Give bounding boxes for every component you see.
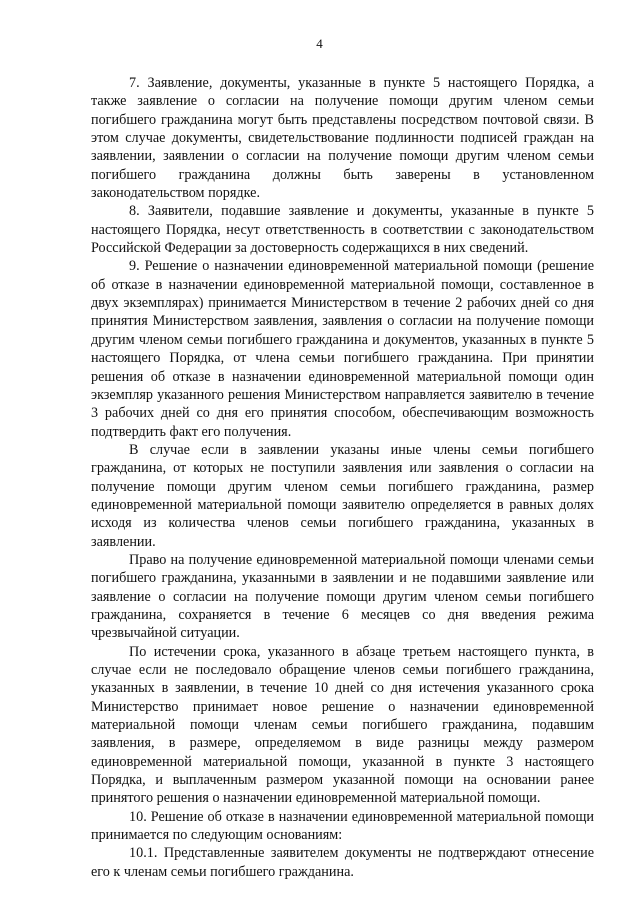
paragraph-9-part-2: В случае если в заявлении указаны иные члены семьи погибшего гражданина, от которых не поступили заявления или заявления о согласии на получение помощи другим членом семьи погибшего гражданина, размер единовременной материальной помощи заявителю определяется в равных долях исходя из количества членов семьи погибшего гражданина, указанных в заявлении. (91, 441, 594, 550)
paragraph-10: 10. Решение об отказе в назначении единовременной материальной помощи принимается по следующим основаниям: (91, 808, 594, 844)
paragraph-9-part-3: Право на получение единовременной материальной помощи членами семьи погибшего гражданина, указанными в заявлении и не подавшими заявление или заявление о согласии на получение помощи другим членом семьи погибшего гражданина, сохраняется в течение 6 месяцев со дня введения режима чрезвычайной ситуации. (91, 551, 594, 642)
paragraph-8: 8. Заявители, подавшие заявление и документы, указанные в пункте 5 настоящего Порядка, несут ответственность в соответствии с законодательством Российской Федерации за достоверность содержащихся в них сведений. (91, 203, 594, 257)
paragraph-9-part-4: По истечении срока, указанного в абзаце третьем настоящего пункта, в случае если не последовало обращение членов семьи погибшего гражданина, указанных в заявлении, в течение 10 дней со дня истечения указанного срока Министерство принимает новое решение о назначении единовременной материальной помощи членам семьи погибшего гражданина, подавшим заявления, в размере, определяемом в виде разницы между размером единовременной материальной помощи, указанной в пункте 3 настоящего Порядка, и выплаченным размером указанной помощи на основании ранее принятого решения о назначении единовременной материальной помощи. (91, 643, 594, 807)
page-number: 4 (316, 36, 323, 51)
paragraph-9: 9. Решение о назначении единовременной материальной помощи (решение об отказе в назначении единовременной материальной помощи, составленное в двух экземплярах) принимается Министерством в течение 2 рабочих дней со дня принятия Министерством заявления, заявления о согласии на получение помощи другим членом семьи погибшего гражданина и документов, указанных в пункте 5 настоящего Порядка, от члена семьи погибшего гражданина. При принятии решения об отказе в назначении единовременной материальной помощи один экземпляр указанного решения Министерством направляется заявителю в течение 3 рабочих дней со дня его принятия способом, обеспечивающим возможность подтвердить факт его получения. (91, 258, 594, 440)
document-body (91, 74, 594, 881)
paragraph-7: 7. Заявление, документы, указанные в пункте 5 настоящего Порядка, а также заявление о согласии на получение помощи другим членом семьи погибшего гражданина могут быть представлены посредством почтовой связи. В этом случае документы, свидетельствование подлинности подписей граждан на заявлении, заявлении о согласии на получение помощи другим членом семьи погибшего гражданина должны быть заверены в установленном законодательством порядке. (91, 75, 594, 202)
paragraph-10-1: 10.1. Представленные заявителем документы не подтверждают отнесение его к членам семьи погибшего гражданина. (91, 845, 594, 880)
